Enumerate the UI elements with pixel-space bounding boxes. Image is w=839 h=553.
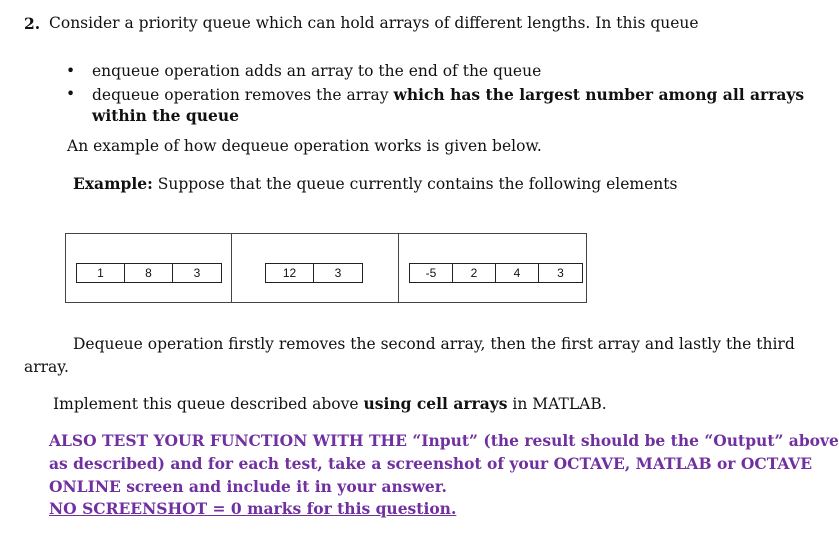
implement-instruction xyxy=(53,394,607,413)
bullet-enqueue: enqueue operation adds an array to the end of the queue xyxy=(92,62,542,80)
question-text: Consider a priority queue which can hold arrays of different lengths. In this queue xyxy=(49,14,699,32)
example-line xyxy=(73,174,677,193)
no-screenshot-warning: NO SCREENSHOT = 0 marks for this question. xyxy=(49,499,457,518)
bullet-dequeue-bold: which has the largest number among all arrays xyxy=(393,85,805,104)
array-2 xyxy=(265,263,363,283)
example-label: Example: xyxy=(73,174,153,193)
bullet-dequeue-plain: dequeue operation removes the array xyxy=(92,86,394,104)
bullet-dot: • xyxy=(66,85,76,103)
queue-slot-2 xyxy=(232,234,399,302)
implement-pre: Implement this queue described above xyxy=(53,395,364,413)
example-text: Suppose that the queue currently contains the following elements xyxy=(152,175,678,193)
array-cell: 4 xyxy=(496,264,539,282)
array-3 xyxy=(409,263,583,283)
array-cell: 12 xyxy=(266,264,314,282)
implement-post: in MATLAB. xyxy=(507,395,607,413)
array-cell: 2 xyxy=(453,264,496,282)
queue-slot-3 xyxy=(399,234,586,302)
array-cell: 8 xyxy=(125,264,173,282)
test-instruction-line: ALSO TEST YOUR FUNCTION WITH THE “Input” (the result should be the “Output” above xyxy=(49,431,839,450)
bullet-dot: • xyxy=(66,62,76,80)
array-1 xyxy=(76,263,222,283)
example-intro: An example of how dequeue operation works is given below. xyxy=(67,137,542,155)
array-cell: 3 xyxy=(557,266,564,280)
queue-diagram xyxy=(65,233,587,303)
implement-bold: using cell arrays xyxy=(363,394,508,413)
array-cell: -5 xyxy=(410,264,453,282)
bullet-dequeue xyxy=(92,85,804,104)
question-number: 2. xyxy=(24,14,41,33)
dequeue-explanation: Dequeue operation firstly removes the second array, then the first array and lastly the third xyxy=(73,335,795,353)
test-instruction-line: as described) and for each test, take a screenshot of your OCTAVE, MATLAB or OCTAVE xyxy=(49,454,813,473)
array-cell: 1 xyxy=(77,264,125,282)
array-cell: 3 xyxy=(334,266,342,280)
queue-slot-1 xyxy=(66,234,232,302)
bullet-dequeue-continued: within the queue xyxy=(92,106,240,125)
dequeue-explanation-continued: array. xyxy=(24,358,69,376)
test-instruction-line: ONLINE screen and include it in your answer. xyxy=(49,477,447,496)
array-cell: 3 xyxy=(193,266,201,280)
